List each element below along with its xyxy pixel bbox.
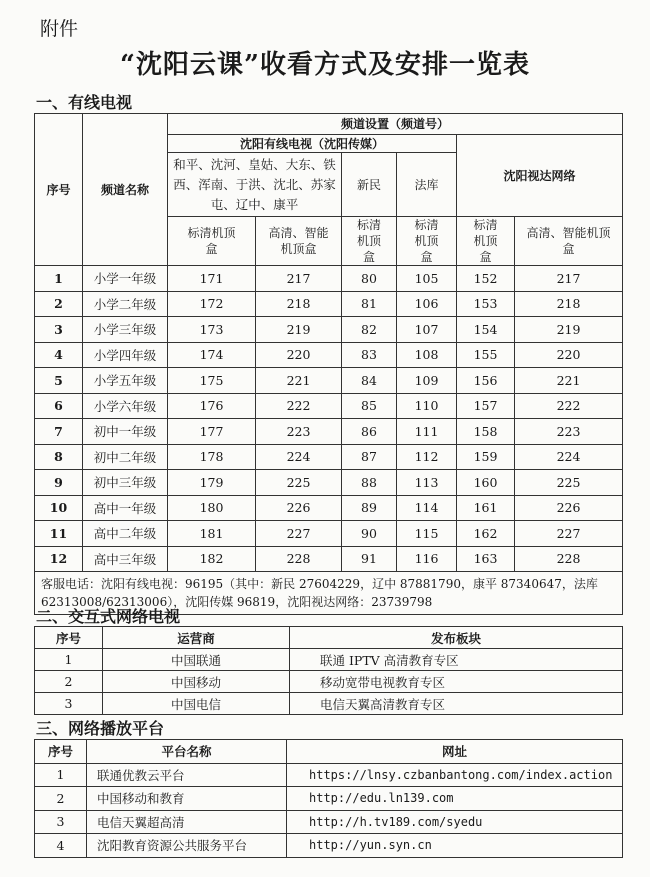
platform-url[interactable]: https://lnsy.czbanbantong.com/index.action — [287, 763, 623, 787]
channel-number: 105 — [397, 266, 457, 292]
channel-number: 162 — [457, 521, 515, 547]
channel-number: 222 — [256, 393, 342, 419]
channel-number: 86 — [342, 419, 397, 445]
sd-box-header: 标清机顶盒 — [342, 217, 397, 266]
col-seq-header: 序号 — [35, 627, 103, 649]
table-row — [35, 266, 623, 292]
channel-number: 109 — [397, 368, 457, 394]
platform-url[interactable]: http://h.tv189.com/syedu — [287, 810, 623, 834]
channel-number: 113 — [397, 470, 457, 496]
table-row — [35, 368, 623, 394]
channel-name: 高中一年级 — [83, 495, 168, 521]
channel-number: 115 — [397, 521, 457, 547]
channel-number: 84 — [342, 368, 397, 394]
section-heading-cable: 一、有线电视 — [36, 93, 133, 112]
channel-number: 161 — [457, 495, 515, 521]
channel-number: 91 — [342, 546, 397, 572]
table-row — [35, 763, 623, 787]
operator-name: 中国电信 — [103, 693, 290, 715]
hd-box-header: 高清、智能机顶盒 — [256, 217, 342, 266]
channel-name: 小学三年级 — [83, 317, 168, 343]
sd-box-header: 标清机顶盒 — [457, 217, 515, 266]
channel-number: 159 — [457, 444, 515, 470]
channel-name: 初中三年级 — [83, 470, 168, 496]
channel-number: 226 — [515, 495, 623, 521]
channel-number: 225 — [256, 470, 342, 496]
channel-number: 174 — [168, 342, 256, 368]
publish-board: 移动宽带电视教育专区 — [290, 671, 623, 693]
channel-number: 87 — [342, 444, 397, 470]
channel-number: 175 — [168, 368, 256, 394]
channel-number: 182 — [168, 546, 256, 572]
channel-name: 初中一年级 — [83, 419, 168, 445]
row-seq: 10 — [35, 495, 83, 521]
channel-number: 226 — [256, 495, 342, 521]
channel-number: 181 — [168, 521, 256, 547]
channel-number: 218 — [515, 291, 623, 317]
faku-header: 法库 — [397, 153, 457, 217]
table-row — [35, 810, 623, 834]
channel-name: 高中三年级 — [83, 546, 168, 572]
row-seq: 4 — [35, 834, 87, 858]
channel-number: 228 — [256, 546, 342, 572]
channel-number: 219 — [256, 317, 342, 343]
channel-number: 173 — [168, 317, 256, 343]
channel-number: 88 — [342, 470, 397, 496]
channel-number: 155 — [457, 342, 515, 368]
channel-number: 228 — [515, 546, 623, 572]
row-seq: 1 — [35, 266, 83, 292]
channel-number: 81 — [342, 291, 397, 317]
channel-number: 177 — [168, 419, 256, 445]
channel-number: 172 — [168, 291, 256, 317]
attachment-label: 附件 — [40, 18, 79, 40]
row-seq: 5 — [35, 368, 83, 394]
channel-number: 171 — [168, 266, 256, 292]
publish-board: 电信天翼高清教育专区 — [290, 693, 623, 715]
channel-name: 高中二年级 — [83, 521, 168, 547]
channel-number: 108 — [397, 342, 457, 368]
table-row — [35, 470, 623, 496]
operator-name: 中国联通 — [103, 649, 290, 671]
sd-box-header: 标清机顶盒 — [168, 217, 256, 266]
row-seq: 1 — [35, 763, 87, 787]
sd-box-header: 标清机顶盒 — [397, 217, 457, 266]
sy-cable-header: 沈阳有线电视（沈阳传媒） — [168, 135, 457, 153]
table-row — [35, 834, 623, 858]
channel-number: 221 — [256, 368, 342, 394]
channel-name: 小学六年级 — [83, 393, 168, 419]
channel-number: 82 — [342, 317, 397, 343]
channel-number: 112 — [397, 444, 457, 470]
row-seq: 2 — [35, 291, 83, 317]
table-row — [35, 444, 623, 470]
channel-number: 163 — [457, 546, 515, 572]
channel-number: 80 — [342, 266, 397, 292]
row-seq: 3 — [35, 693, 103, 715]
cable-tv-table — [34, 113, 623, 615]
row-seq: 2 — [35, 787, 87, 811]
iptv-table — [34, 626, 623, 715]
table-row — [35, 393, 623, 419]
shida-header: 沈阳视达网络 — [457, 135, 623, 217]
col-platform-header: 平台名称 — [87, 740, 287, 764]
channel-number: 110 — [397, 393, 457, 419]
row-seq: 2 — [35, 671, 103, 693]
channel-number: 220 — [515, 342, 623, 368]
row-seq: 11 — [35, 521, 83, 547]
channel-number: 224 — [515, 444, 623, 470]
channel-number: 217 — [256, 266, 342, 292]
row-seq: 3 — [35, 810, 87, 834]
channel-number: 153 — [457, 291, 515, 317]
table-row — [35, 693, 623, 715]
channel-number: 180 — [168, 495, 256, 521]
channel-number: 222 — [515, 393, 623, 419]
row-seq: 1 — [35, 649, 103, 671]
channel-number: 223 — [515, 419, 623, 445]
channel-name: 初中二年级 — [83, 444, 168, 470]
channel-name: 小学二年级 — [83, 291, 168, 317]
table-row — [35, 649, 623, 671]
channel-settings-header: 频道设置（频道号） — [168, 114, 623, 135]
channel-number: 227 — [256, 521, 342, 547]
table-row — [35, 546, 623, 572]
row-seq: 7 — [35, 419, 83, 445]
channel-number: 220 — [256, 342, 342, 368]
channel-number: 83 — [342, 342, 397, 368]
channel-number: 160 — [457, 470, 515, 496]
col-operator-header: 运营商 — [103, 627, 290, 649]
table-row — [35, 787, 623, 811]
channel-number: 217 — [515, 266, 623, 292]
channel-number: 223 — [256, 419, 342, 445]
channel-name: 小学五年级 — [83, 368, 168, 394]
row-seq: 12 — [35, 546, 83, 572]
table-row — [35, 495, 623, 521]
channel-number: 107 — [397, 317, 457, 343]
platform-name: 沈阳教育资源公共服务平台 — [87, 834, 287, 858]
publish-board: 联通 IPTV 高清教育专区 — [290, 649, 623, 671]
table-row — [35, 419, 623, 445]
districts-header: 和平、沈河、皇姑、大东、铁西、浑南、于洪、沈北、苏家屯、辽中、康平 — [168, 153, 342, 217]
col-board-header: 发布板块 — [290, 627, 623, 649]
platform-name: 电信天翼超高清 — [87, 810, 287, 834]
row-seq: 8 — [35, 444, 83, 470]
channel-number: 156 — [457, 368, 515, 394]
row-seq: 6 — [35, 393, 83, 419]
section-heading-platforms: 三、网络播放平台 — [36, 719, 165, 738]
channel-name: 小学四年级 — [83, 342, 168, 368]
channel-number: 218 — [256, 291, 342, 317]
channel-number: 221 — [515, 368, 623, 394]
platform-name: 中国移动和教育 — [87, 787, 287, 811]
page-title: “沈阳云课”收看方式及安排一览表 — [120, 50, 530, 80]
channel-number: 114 — [397, 495, 457, 521]
channel-number: 89 — [342, 495, 397, 521]
channel-number: 90 — [342, 521, 397, 547]
channel-number: 158 — [457, 419, 515, 445]
channel-number: 152 — [457, 266, 515, 292]
platform-name: 联通优教云平台 — [87, 763, 287, 787]
section-heading-iptv: 二、交互式网络电视 — [36, 607, 181, 626]
row-seq: 3 — [35, 317, 83, 343]
col-channel-header: 频道名称 — [83, 114, 168, 266]
channel-number: 154 — [457, 317, 515, 343]
channel-number: 157 — [457, 393, 515, 419]
channel-number: 224 — [256, 444, 342, 470]
col-url-header: 网址 — [287, 740, 623, 764]
platform-table — [34, 739, 623, 858]
table-row — [35, 317, 623, 343]
channel-number: 225 — [515, 470, 623, 496]
channel-number: 219 — [515, 317, 623, 343]
col-seq-header: 序号 — [35, 114, 83, 266]
platform-url[interactable]: http://edu.ln139.com — [287, 787, 623, 811]
channel-number: 178 — [168, 444, 256, 470]
operator-name: 中国移动 — [103, 671, 290, 693]
xinmin-header: 新民 — [342, 153, 397, 217]
hd-box-header: 高清、智能机顶盒 — [515, 217, 623, 266]
service-phones-note: 客服电话：沈阳有线电视：96195（其中：新民 27604229，辽中 87881790，康平 87340647，法库 62313008/62313006），沈阳传媒 96819，沈阳视达网络：23739798 — [35, 572, 623, 615]
col-seq-header: 序号 — [35, 740, 87, 764]
platform-url[interactable]: http://yun.syn.cn — [287, 834, 623, 858]
channel-number: 116 — [397, 546, 457, 572]
table-row — [35, 671, 623, 693]
table-row — [35, 342, 623, 368]
channel-number: 227 — [515, 521, 623, 547]
channel-number: 85 — [342, 393, 397, 419]
channel-number: 179 — [168, 470, 256, 496]
row-seq: 9 — [35, 470, 83, 496]
channel-name: 小学一年级 — [83, 266, 168, 292]
channel-number: 111 — [397, 419, 457, 445]
row-seq: 4 — [35, 342, 83, 368]
channel-number: 106 — [397, 291, 457, 317]
table-row — [35, 521, 623, 547]
channel-number: 176 — [168, 393, 256, 419]
table-row — [35, 291, 623, 317]
